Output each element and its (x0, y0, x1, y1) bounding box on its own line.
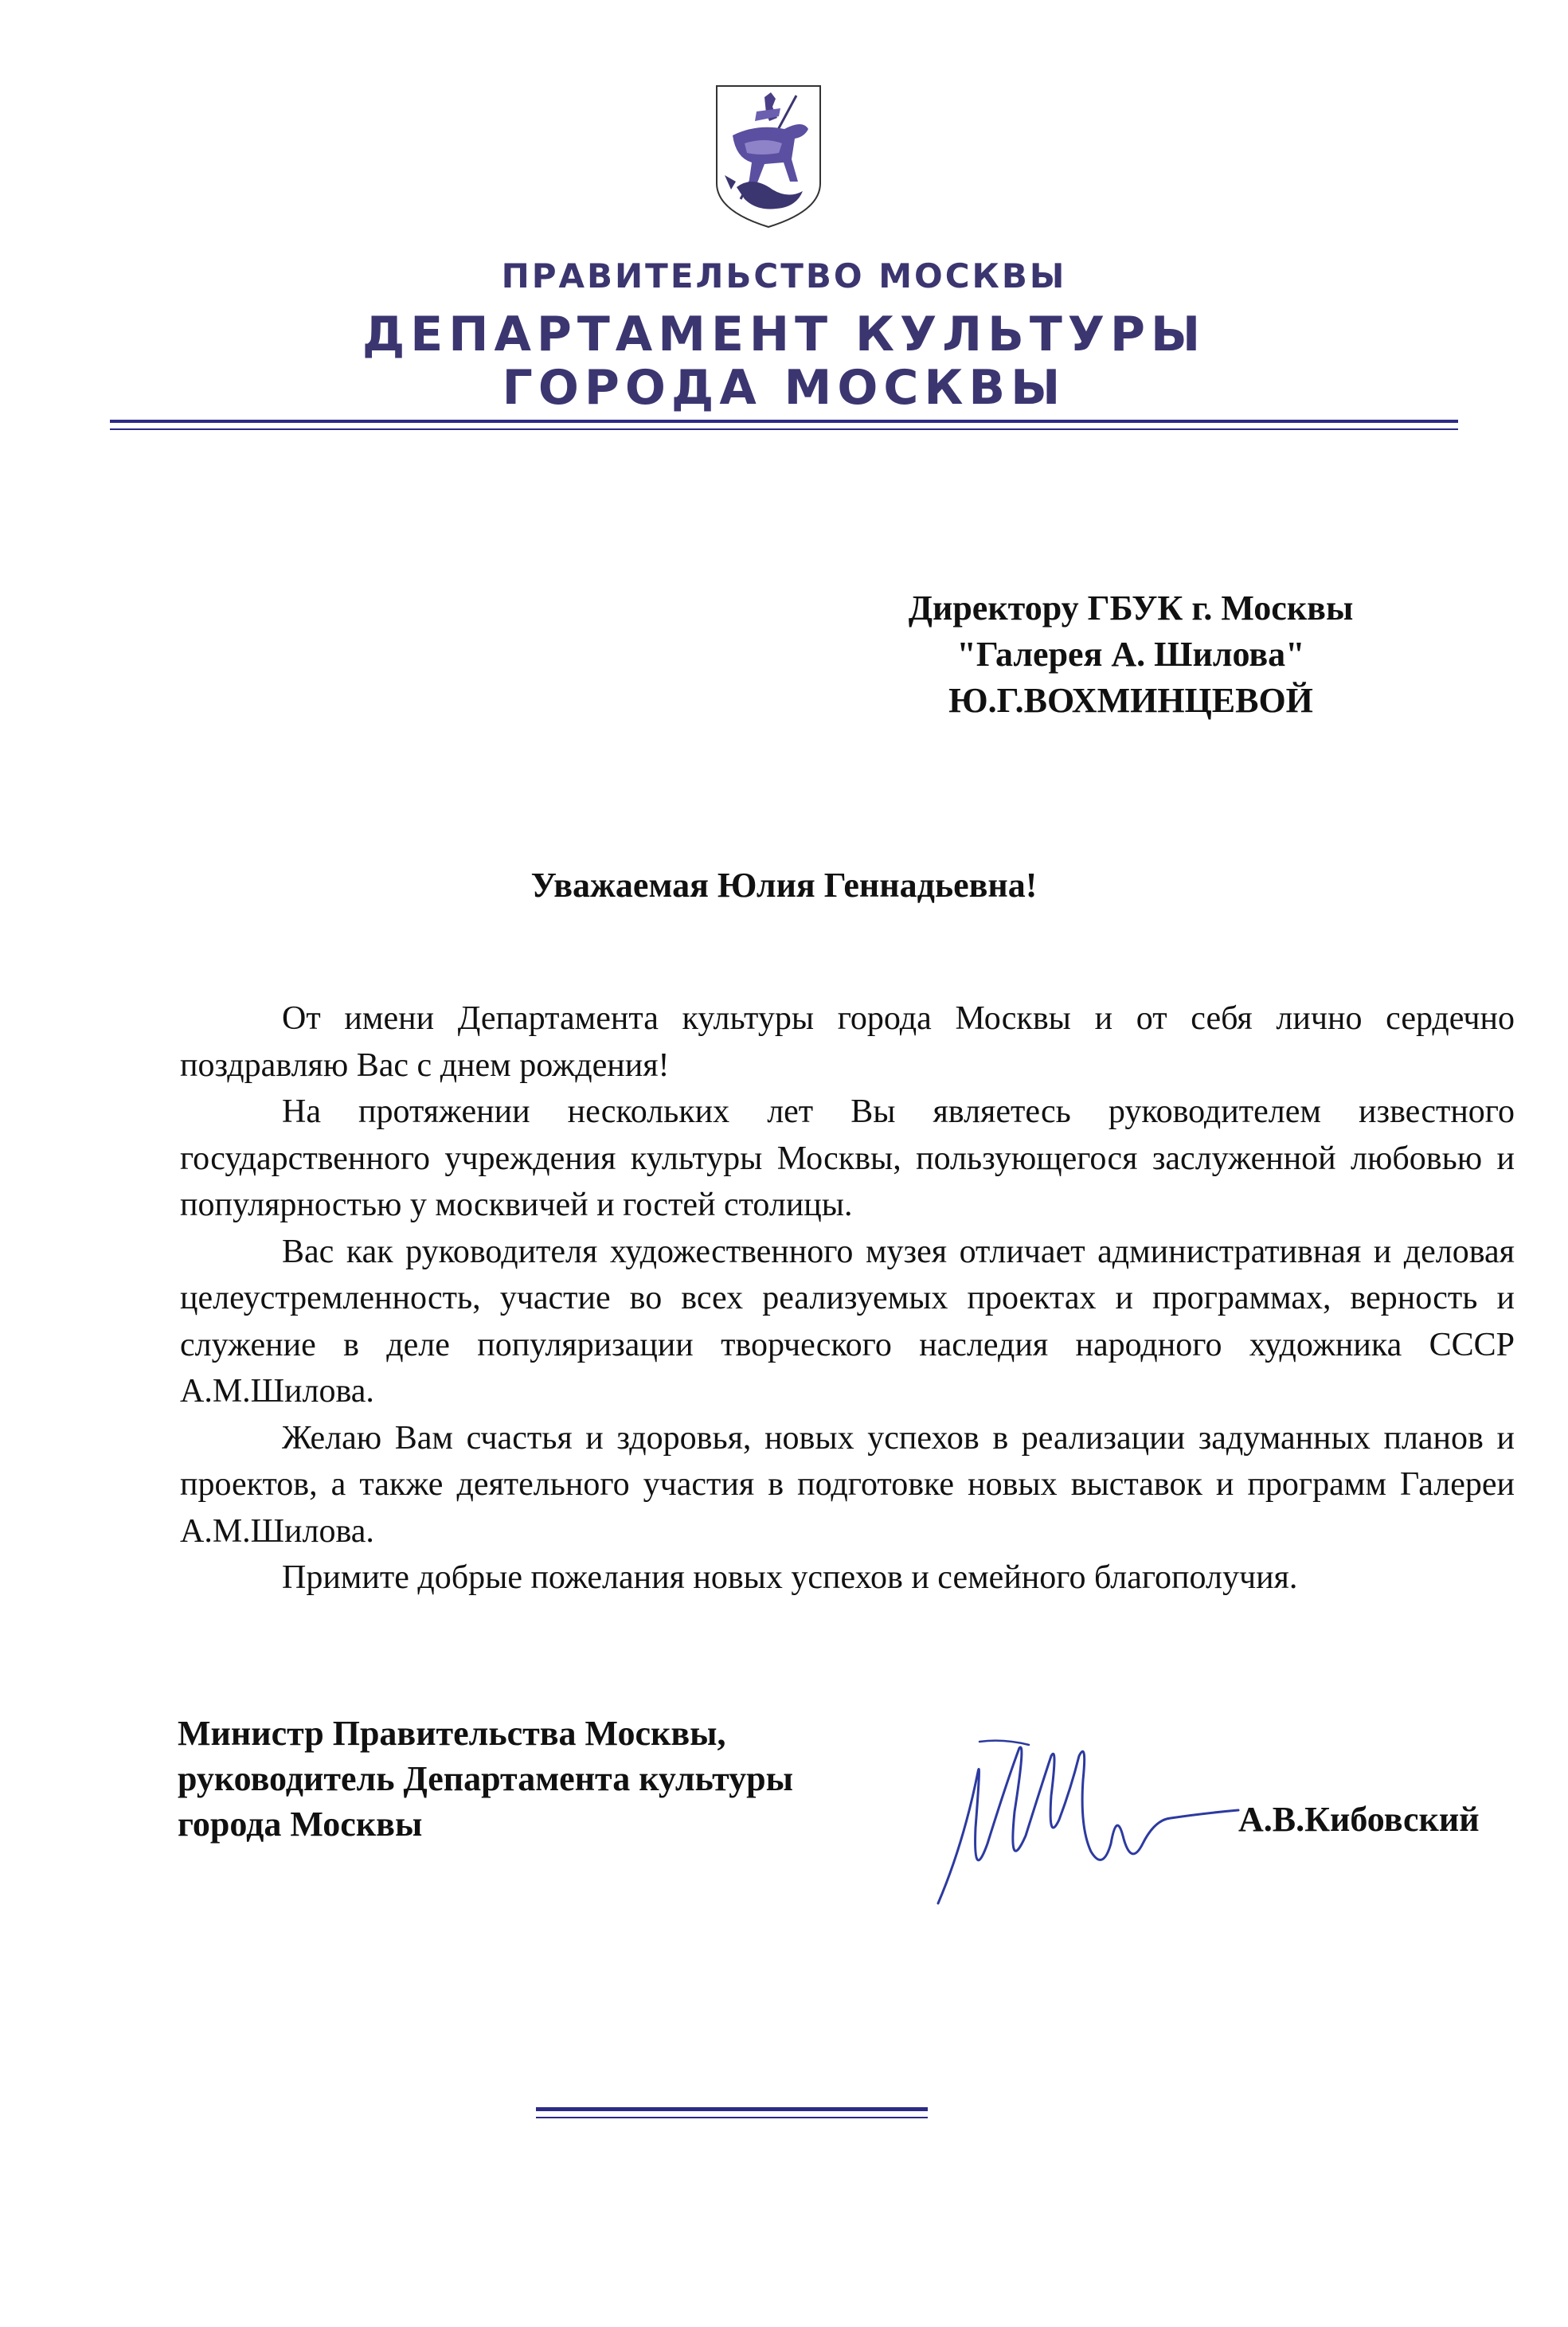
paragraph: Примите добрые пожелания новых успехов и семейного благополучия. (282, 1559, 1298, 1596)
addressee-block (844, 585, 1417, 724)
handwritten-signature-icon (932, 1724, 1250, 1915)
moscow-coat-of-arms-icon (709, 80, 828, 231)
government-title: ПРАВИТЕЛЬСТВО МОСКВЫ (501, 256, 1067, 295)
footer-rule-thin (536, 2117, 928, 2118)
footer-rule-thick (536, 2107, 928, 2111)
header-rule-thick (110, 420, 1458, 423)
paragraph: Вас как руководителя художественного музея отличает административная и деловая целеустремленность, участие во всех реализуемых проектах и программах, верность и служение в деле популяризации творческого наследия народного художника СССР А.М.Шилова. (180, 1233, 1515, 1410)
addressee-line1: Директору ГБУК г. Москвы (908, 589, 1354, 628)
paragraph: На протяжении нескольких лет Вы являетесь руководителем известного государственного учреждения культуры Москвы, пользующегося заслуженной любовью и популярностью у москвичей и гостей столицы. (180, 1093, 1515, 1223)
letter-body (180, 995, 1515, 1602)
header-rule-thin (110, 428, 1458, 430)
paragraph: От имени Департамента культуры города Москвы и от себя лично сердечно поздравляю Вас с днем рождения! (180, 1000, 1515, 1084)
signatory-title-line2: руководитель Департамента культуры (178, 1759, 793, 1798)
department-title-line1: ДЕПАРТАМЕНТ КУЛЬТУРЫ (362, 307, 1206, 362)
signatory-title-line1: Министр Правительства Москвы, (178, 1714, 726, 1753)
addressee-name: Ю.Г.ВОХМИНЦЕВОЙ (948, 681, 1313, 720)
department-title-line2: ГОРОДА МОСКВЫ (502, 360, 1066, 416)
addressee-line2: "Галерея А. Шилова" (956, 635, 1305, 674)
signatory-title-line3: города Москвы (178, 1805, 423, 1844)
paragraph: Желаю Вам счастья и здоровья, новых успехов в реализации задуманных планов и проектов, а также деятельного участия в подготовке новых выставок и программ Галереи А.М.Шилова. (180, 1419, 1515, 1550)
signatory-title (178, 1711, 894, 1847)
salutation: Уважаемая Юлия Геннадьевна! (530, 866, 1038, 905)
signatory-name: А.В.Кибовский (1238, 1800, 1480, 1839)
